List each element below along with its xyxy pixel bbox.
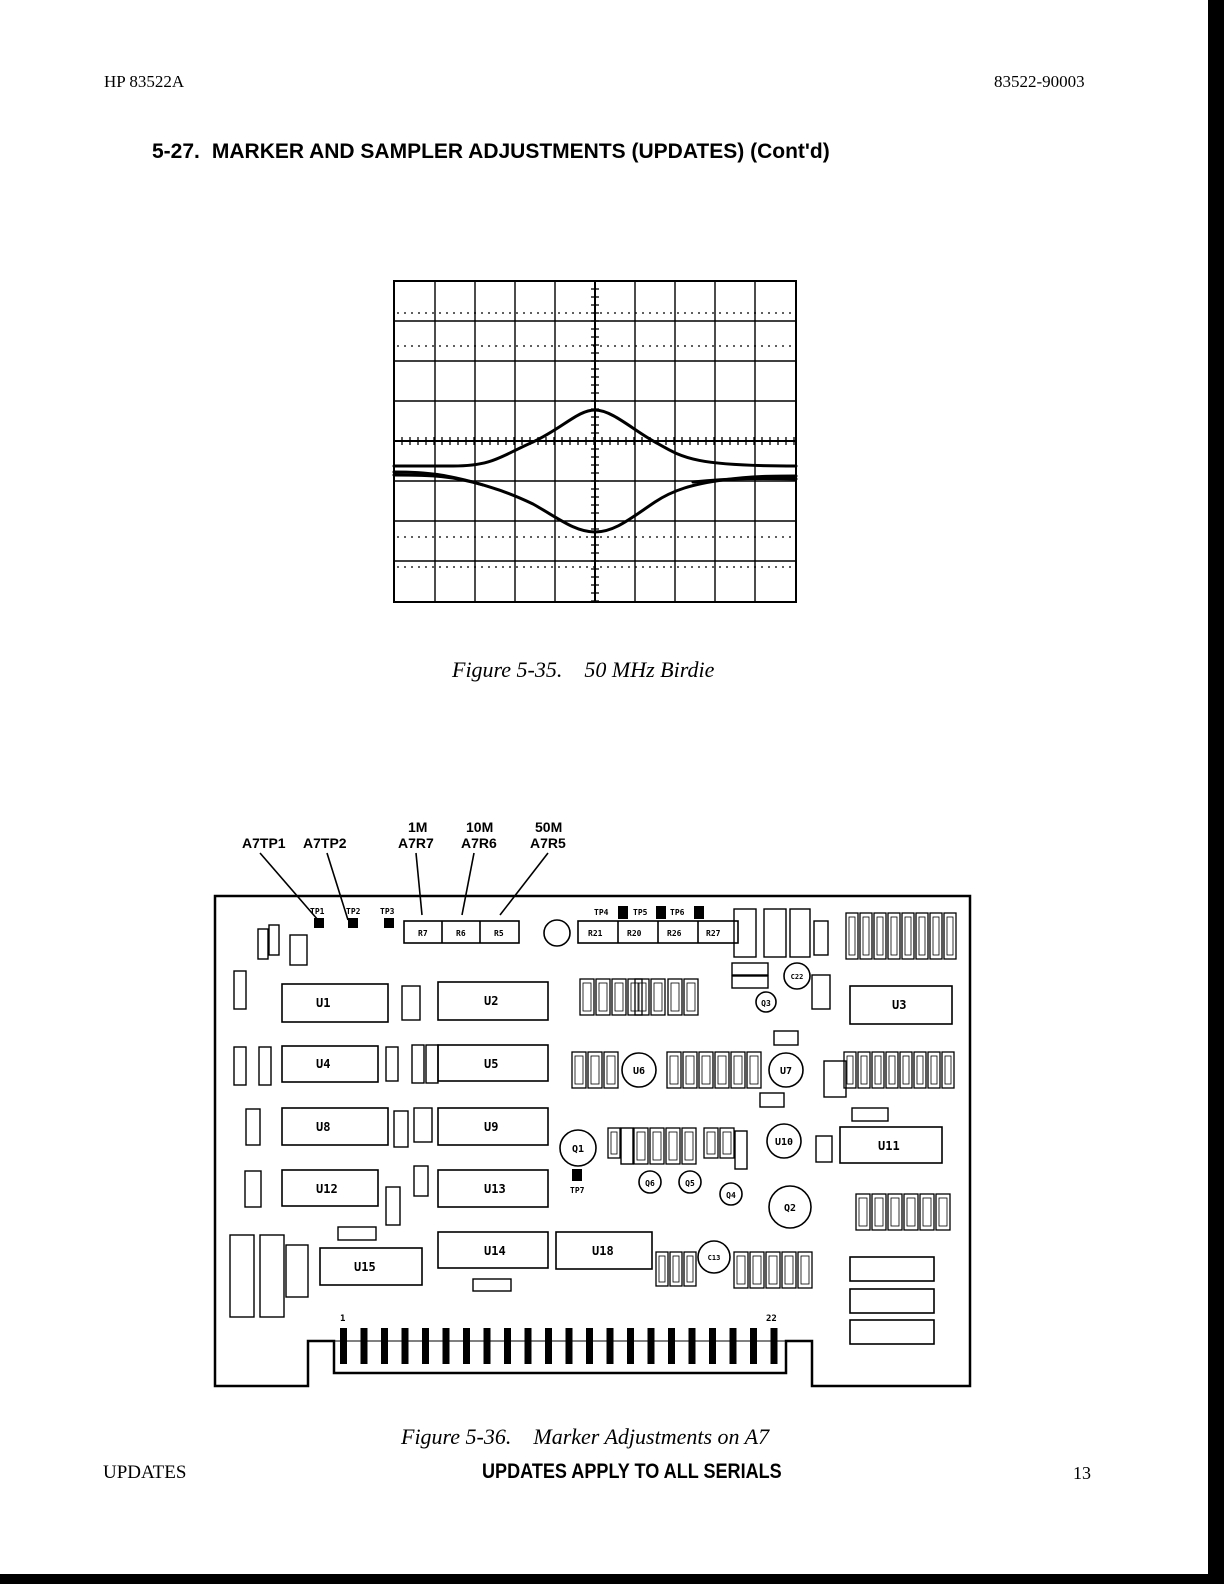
tp5-pad (656, 906, 666, 919)
resistor (634, 1128, 648, 1164)
edge-pin (689, 1328, 696, 1364)
can-u10-label: U10 (774, 1137, 794, 1148)
resistor-body (670, 1056, 678, 1084)
resistor (936, 1194, 950, 1230)
edge-pin (340, 1328, 347, 1364)
a7-board-diagram (214, 895, 972, 1389)
capacitor-c11 (850, 1320, 934, 1344)
resistor-body (891, 1198, 899, 1226)
resistor-body (671, 983, 679, 1011)
resistor (747, 1052, 761, 1088)
tp4-pad (618, 906, 628, 919)
resistor (608, 1128, 620, 1158)
resistor-body (685, 1132, 693, 1160)
resistor (930, 913, 942, 959)
ic-u4-label: U4 (316, 1057, 331, 1071)
can-u6-label: U6 (632, 1066, 646, 1077)
capacitor-c10 (414, 1108, 432, 1142)
resistor (888, 913, 900, 959)
resistor (715, 1052, 729, 1088)
section-heading (152, 140, 830, 164)
resistor-r82 (386, 1187, 400, 1225)
ic-u1 (282, 984, 388, 1022)
resistor (846, 913, 858, 959)
resistor-r4 (259, 1047, 271, 1085)
tp2-pad (348, 918, 358, 928)
resistor-r19 (412, 1045, 424, 1083)
resistor-body (654, 983, 662, 1011)
resistor (888, 1194, 902, 1230)
tp6-label: TP6 (670, 908, 685, 917)
resistor (904, 1194, 918, 1230)
pot-r5: R5 (494, 929, 504, 938)
capacitor-c4 (234, 971, 246, 1009)
can-u7-label: U7 (779, 1066, 793, 1077)
capacitor-c18 (824, 1061, 846, 1097)
resistor (604, 1052, 618, 1088)
pot-r27: R27 (706, 929, 721, 938)
resistor-r2 (258, 929, 268, 959)
resistor (596, 979, 610, 1015)
resistor-body (863, 917, 869, 955)
resistor (766, 1252, 780, 1288)
resistor-body (669, 1132, 677, 1160)
resistor (650, 1128, 664, 1164)
edge-pin (361, 1328, 368, 1364)
resistor-body (945, 1056, 951, 1084)
tp5-label: TP5 (633, 908, 648, 917)
q1-label: Q1 (571, 1144, 585, 1155)
pot-r20: R20 (627, 929, 642, 938)
resistor-body (917, 1056, 923, 1084)
diode-cr1 (269, 925, 279, 955)
resistor-body (734, 1056, 742, 1084)
tp6-pad (694, 906, 704, 919)
scan-border-right (1208, 0, 1224, 1584)
figure-5-35-number: Figure 5-35. (452, 657, 563, 682)
resistor (699, 1052, 713, 1088)
resistor-body (575, 1056, 583, 1084)
resistor (872, 1194, 886, 1230)
resistor (874, 913, 886, 959)
footer-section: UPDATES (103, 1462, 187, 1483)
resistor-body (769, 1256, 777, 1284)
resistor-body (673, 1256, 679, 1282)
resistor-body (919, 917, 925, 955)
resistor (782, 1252, 796, 1288)
capacitor-c19 (774, 1031, 798, 1045)
resistor (858, 1052, 870, 1088)
capacitor-c21 (338, 1227, 376, 1240)
resistor-body (903, 1056, 909, 1084)
capacitor-c9 (260, 1235, 284, 1317)
resistor-body (723, 1132, 731, 1154)
figure-5-36-caption (401, 1424, 769, 1450)
tp2-label: TP2 (346, 907, 361, 916)
resistor (580, 979, 594, 1015)
capacitor-c12 (850, 1257, 934, 1281)
resistor-body (875, 1198, 883, 1226)
capacitor-c3 (402, 986, 420, 1020)
edge-pin (607, 1328, 614, 1364)
resistor-r65 (764, 909, 786, 957)
resistor-body (653, 1132, 661, 1160)
resistor-body (891, 917, 897, 955)
tp1-pad (314, 918, 324, 928)
resistor-body (611, 1132, 617, 1154)
resistor-body (939, 1198, 947, 1226)
resistor-body (905, 917, 911, 955)
resistor (902, 913, 914, 959)
resistor (944, 913, 956, 959)
resistor-r49 (732, 963, 768, 975)
capacitor-c14 (850, 1289, 934, 1313)
ic-u15-label: U15 (354, 1260, 376, 1274)
electrolytic-capacitors (850, 1257, 934, 1344)
edge-pin (750, 1328, 757, 1364)
capacitor-c5 (246, 1109, 260, 1145)
edge-pin (586, 1328, 593, 1364)
ic-u2-label: U2 (484, 994, 499, 1008)
resistor-body (923, 1198, 931, 1226)
pot-r26: R26 (667, 929, 682, 938)
resistor-r67 (735, 1131, 747, 1169)
ic-u8 (282, 1108, 388, 1145)
scan-border-bottom (0, 1574, 1224, 1584)
resistor (684, 979, 698, 1015)
figure-5-36-number: Figure 5-36. (401, 1424, 512, 1449)
tp7-label: TP7 (570, 1186, 585, 1195)
q5-label: Q5 (685, 1179, 695, 1188)
resistor (914, 1052, 926, 1088)
adjustment-pots (404, 920, 738, 946)
pot-r7: R7 (418, 929, 428, 938)
resistor-body (591, 1056, 599, 1084)
mounting-hole (544, 920, 570, 946)
capacitor-c16 (814, 921, 828, 955)
ic-u3-label: U3 (892, 998, 907, 1012)
resistor (612, 979, 626, 1015)
callout-r6-value: 10M (466, 819, 494, 835)
capacitor-c6 (414, 1166, 428, 1196)
resistor-body (607, 1056, 615, 1084)
ic-u12-label: U12 (316, 1182, 338, 1196)
q2-label: Q2 (783, 1203, 797, 1214)
resistor-body (686, 1056, 694, 1084)
footer-page-number: 13 (1073, 1463, 1091, 1483)
resistor-body (718, 1056, 726, 1084)
edge-pin (566, 1328, 573, 1364)
ic-u13-label: U13 (484, 1182, 506, 1196)
resistor-body (702, 1056, 710, 1084)
tp3-pad (384, 918, 394, 928)
resistor (886, 1052, 898, 1088)
resistor-body (933, 917, 939, 955)
figure-5-36-title: Marker Adjustments on A7 (533, 1424, 770, 1449)
resistor-r9 (394, 1111, 408, 1147)
resistor (704, 1128, 718, 1158)
c13-label: C13 (707, 1254, 721, 1262)
capacitor-c1 (386, 1047, 398, 1081)
tp3-label: TP3 (380, 907, 395, 916)
resistor (860, 913, 872, 959)
pot-r6: R6 (456, 929, 466, 938)
edge-pin (730, 1328, 737, 1364)
edge-pin (381, 1328, 388, 1364)
resistor (656, 1252, 668, 1286)
resistor-body (637, 1132, 645, 1160)
callout-a7tp2: A7TP2 (303, 835, 347, 851)
resistor-body (875, 1056, 881, 1084)
capacitor-c15 (812, 975, 830, 1009)
resistor-body (659, 1256, 665, 1282)
edge-pin (771, 1328, 778, 1364)
resistor-body (583, 983, 591, 1011)
callout-a7r7: A7R7 (398, 835, 434, 851)
ic-u5-label: U5 (484, 1057, 499, 1071)
resistor-body (737, 1256, 745, 1284)
q6-label: Q6 (645, 1179, 655, 1188)
edge-pin (422, 1328, 429, 1364)
resistor-r61 (621, 1128, 633, 1164)
resistor (588, 1052, 602, 1088)
resistor-body (907, 1198, 915, 1226)
resistor-body (687, 983, 695, 1011)
scope-graticule (394, 281, 796, 602)
resistor (798, 1252, 812, 1288)
header-part-number: 83522-90003 (994, 72, 1085, 91)
resistor (684, 1252, 696, 1286)
resistor-body (861, 1056, 867, 1084)
edge-pin (504, 1328, 511, 1364)
ic-u9-label: U9 (484, 1120, 499, 1134)
edge-pin-22-label: 22 (766, 1314, 777, 1324)
resistor-r3 (234, 1047, 246, 1085)
resistor (682, 1128, 696, 1164)
resistor-body (847, 1056, 853, 1084)
tp4-label: TP4 (594, 908, 609, 917)
section-number: 5-27. (152, 140, 200, 163)
resistor (916, 913, 928, 959)
edge-pin (648, 1328, 655, 1364)
jumper-w1 (473, 1279, 511, 1291)
capacitor-c7 (245, 1171, 261, 1207)
edge-pin (484, 1328, 491, 1364)
resistor (731, 1052, 745, 1088)
callout-r5-value: 50M (535, 819, 563, 835)
figure-5-35-title: 50 MHz Birdie (584, 657, 715, 682)
resistor (856, 1194, 870, 1230)
resistor-body (599, 983, 607, 1011)
resistor (666, 1128, 680, 1164)
resistor (872, 1052, 884, 1088)
edge-connector-pins (340, 1328, 778, 1364)
capacitor-c17 (816, 1136, 832, 1162)
resistor-body (859, 1198, 867, 1226)
resistor-body (750, 1056, 758, 1084)
ic-u8-label: U8 (316, 1120, 331, 1134)
edge-pin (545, 1328, 552, 1364)
callout-a7r5: A7R5 (530, 835, 566, 851)
resistor-body (947, 917, 953, 955)
edge-pin-1-label: 1 (340, 1314, 346, 1324)
resistor-body (889, 1056, 895, 1084)
edge-pin (402, 1328, 409, 1364)
tp1-label: TP1 (310, 907, 325, 916)
section-title: MARKER AND SAMPLER ADJUSTMENTS (UPDATES) (Cont'd) (211, 140, 830, 163)
capacitor-c20 (760, 1093, 784, 1107)
resistor (668, 979, 682, 1015)
resistor (720, 1128, 734, 1158)
edge-pin (463, 1328, 470, 1364)
resistor (734, 1252, 748, 1288)
capacitor-c8 (230, 1235, 254, 1317)
pot-r21: R21 (588, 929, 603, 938)
resistor-body (801, 1256, 809, 1284)
ic-u1-label: U1 (316, 996, 331, 1010)
edge-pin (627, 1328, 634, 1364)
callout-a7r6: A7R6 (461, 835, 497, 851)
resistor-body (877, 917, 883, 955)
capacitor-c2 (290, 935, 307, 965)
resistor-body (615, 983, 623, 1011)
resistor (651, 979, 665, 1015)
edge-pin (525, 1328, 532, 1364)
c22-label: C22 (790, 973, 804, 981)
oscilloscope-display (393, 280, 797, 603)
resistor-body (707, 1132, 715, 1154)
resistor-body (931, 1056, 937, 1084)
resistor (942, 1052, 954, 1088)
edge-pin (709, 1328, 716, 1364)
resistor-body (687, 1256, 693, 1282)
figure-5-35-caption (452, 657, 714, 683)
q3-label: Q3 (761, 999, 771, 1008)
header-model: HP 83522A (104, 72, 185, 91)
resistor (683, 1052, 697, 1088)
resistor (572, 1052, 586, 1088)
edge-pin (668, 1328, 675, 1364)
resistor (920, 1194, 934, 1230)
resistor-r1 (426, 1045, 438, 1083)
resistor-body (849, 917, 855, 955)
callout-a7tp1: A7TP1 (242, 835, 286, 851)
resistor (667, 1052, 681, 1088)
resistor-r66 (790, 909, 810, 957)
ic-u18-label: U18 (592, 1244, 614, 1258)
ic-u11-label: U11 (878, 1139, 900, 1153)
footer-notice: UPDATES APPLY TO ALL SERIALS (482, 1460, 782, 1483)
resistor (928, 1052, 940, 1088)
resistor-r55 (852, 1108, 888, 1121)
resistor-body (753, 1256, 761, 1284)
resistor-body (785, 1256, 793, 1284)
resistor (670, 1252, 682, 1286)
callout-r7-value: 1M (408, 819, 428, 835)
resistor-r48 (732, 976, 768, 988)
tp7-pad (572, 1169, 582, 1181)
inductor-l1 (286, 1245, 308, 1297)
edge-pin (443, 1328, 450, 1364)
ic-u14-label: U14 (484, 1244, 506, 1258)
q4-label: Q4 (726, 1191, 736, 1200)
round-components (560, 963, 811, 1273)
resistor (750, 1252, 764, 1288)
resistor (900, 1052, 912, 1088)
